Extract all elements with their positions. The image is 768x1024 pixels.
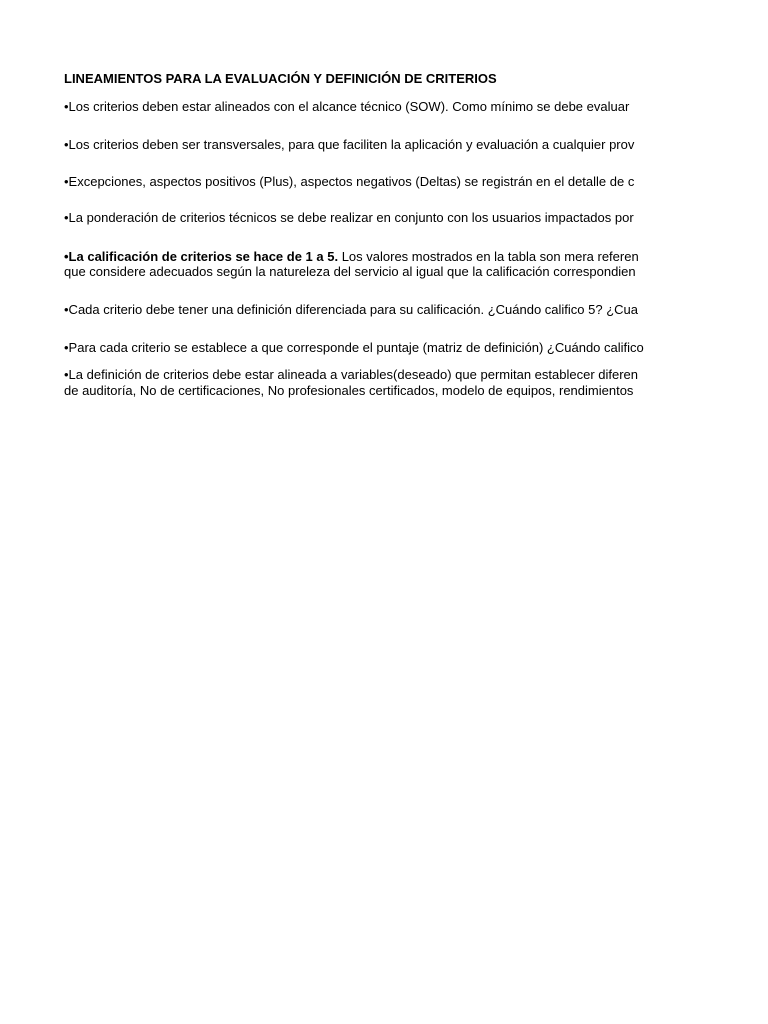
text-column <box>64 0 668 1024</box>
guideline-item-7: •Para cada criterio se establece a que corresponde el puntaje (matriz de definición) ¿Cuándo califico <box>64 340 644 355</box>
guideline-item-2: •Los criterios deben ser transversales, para que faciliten la aplicación y evaluación a cualquier prov <box>64 137 635 152</box>
guideline-item-3: •Excepciones, aspectos positivos (Plus), aspectos negativos (Deltas) se registrán en el detalle de c <box>64 174 635 189</box>
page-title: LINEAMIENTOS PARA LA EVALUACIÓN Y DEFINICIÓN DE CRITERIOS <box>64 71 497 86</box>
guideline-item-5-bold: •La calificación de criterios se hace de 1 a 5. <box>64 249 339 264</box>
guideline-item-4: •La ponderación de criterios técnicos se debe realizar en conjunto con los usuarios impactados por <box>64 210 634 225</box>
guideline-item-5-text: Los valores mostrados en la tabla son mera referen <box>338 249 639 264</box>
guideline-item-6: •Cada criterio debe tener una definición diferenciada para su calificación. ¿Cuándo califico 5? ¿Cua <box>64 302 638 317</box>
guideline-item-5-continuation: que considere adecuados según la natureleza del servicio al igual que la calificación correspondien <box>64 264 636 279</box>
guideline-item-8: •La definición de criterios debe estar alineada a variables(deseado) que permitan establecer diferen <box>64 367 639 382</box>
guideline-item-1: •Los criterios deben estar alineados con el alcance técnico (SOW). Como mínimo se debe evaluar <box>64 99 630 114</box>
guideline-item-8-continuation: de auditoría, No de certificaciones, No profesionales certificados, modelo de equipos, rendimientos <box>64 383 634 398</box>
guideline-item-5 <box>64 249 639 265</box>
